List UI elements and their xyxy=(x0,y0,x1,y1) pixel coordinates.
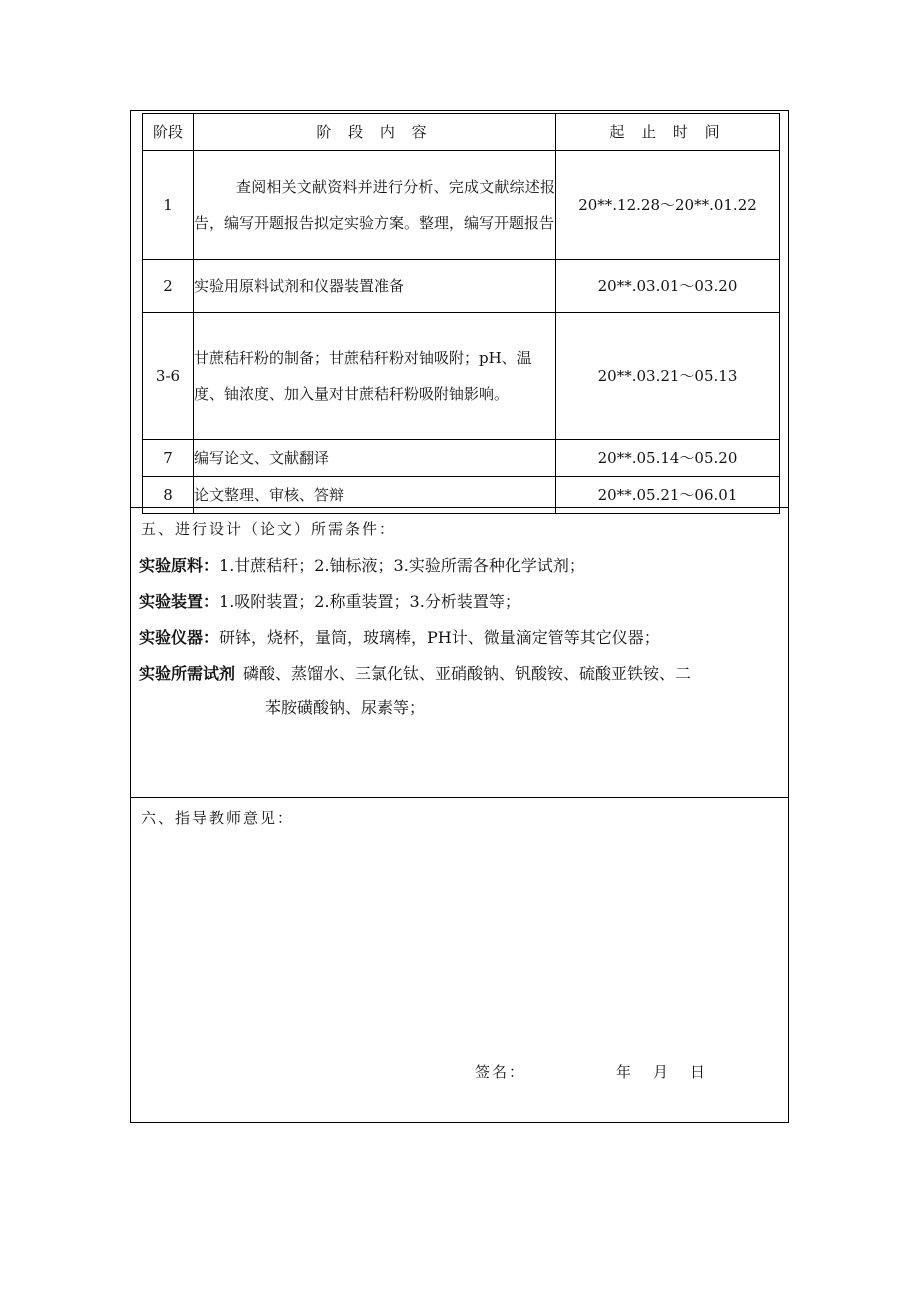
stage-number: 2 xyxy=(143,260,194,313)
year-label: 年 xyxy=(616,1063,634,1081)
stage-content: 查阅相关文献资料并进行分析、完成文献综述报告，编写开题报告拟定实验方案。整理，编写开题报告 xyxy=(194,151,556,260)
devices-text: 1.吸附装置；2.称重装置；3.分析装置等； xyxy=(219,592,521,611)
advisor-title: 六、指导教师意见： xyxy=(141,809,295,827)
stage-number: 7 xyxy=(143,440,194,477)
header-content: 阶 段 内 容 xyxy=(194,114,556,151)
day-label: 日 xyxy=(690,1063,708,1081)
materials-text: 1.甘蔗秸秆；2.铀标液；3.实验所需各种化学试剂； xyxy=(219,556,585,575)
form-frame xyxy=(130,110,789,1123)
section-divider xyxy=(131,797,788,798)
instruments-label: 实验仪器： xyxy=(139,628,220,647)
stage-content: 实验用原料试剂和仪器装置准备 xyxy=(194,260,556,313)
schedule-header-row xyxy=(143,114,780,151)
stage-time: 20**.05.21～06.01 xyxy=(556,477,780,514)
stage-time: 20**.05.14～05.20 xyxy=(556,440,780,477)
stage-content: 论文整理、审核、答辩 xyxy=(194,477,556,514)
signature-line xyxy=(475,1061,727,1082)
reagents-label: 实验所需试剂 xyxy=(139,664,236,683)
stage-time: 20**.12.28～20**.01.22 xyxy=(556,151,780,260)
instruments-text: 研钵，烧杯，量筒，玻璃棒，PH计、微量滴定管等其它仪器； xyxy=(219,628,660,647)
devices-line xyxy=(139,589,521,612)
instruments-line xyxy=(139,625,660,648)
stage-content: 甘蔗秸秆粉的制备；甘蔗秸秆粉对铀吸附；pH、温度、铀浓度、加入量对甘蔗秸秆粉吸附铀影响。 xyxy=(194,313,556,440)
conditions-title: 五、进行设计（论文）所需条件： xyxy=(141,520,397,538)
table-row xyxy=(143,313,780,440)
stage-time: 20**.03.01～03.20 xyxy=(556,260,780,313)
stage-time: 20**.03.21～05.13 xyxy=(556,313,780,440)
schedule-table xyxy=(142,113,780,514)
table-row xyxy=(143,440,780,477)
materials-label: 实验原料： xyxy=(139,556,220,575)
table-row xyxy=(143,151,780,260)
devices-label: 实验装置： xyxy=(139,592,220,611)
reagents-text: 磷酸、蒸馏水、三氯化钛、亚硝酸钠、钒酸铵、硫酸亚铁铵、二 xyxy=(243,664,692,683)
section-divider xyxy=(131,507,788,508)
table-row xyxy=(143,260,780,313)
header-stage: 阶段 xyxy=(143,114,194,151)
stage-number: 8 xyxy=(143,477,194,514)
stage-content: 编写论文、文献翻译 xyxy=(194,440,556,477)
reagents-text-continued: 苯胺磺酸钠、尿素等； xyxy=(265,698,426,717)
month-label: 月 xyxy=(653,1063,671,1081)
sign-label: 签名： xyxy=(475,1063,527,1081)
stage-number: 3-6 xyxy=(143,313,194,440)
header-time: 起 止 时 间 xyxy=(556,114,780,151)
materials-line xyxy=(139,553,585,576)
stage-number: 1 xyxy=(143,151,194,260)
reagents-line xyxy=(139,661,691,684)
